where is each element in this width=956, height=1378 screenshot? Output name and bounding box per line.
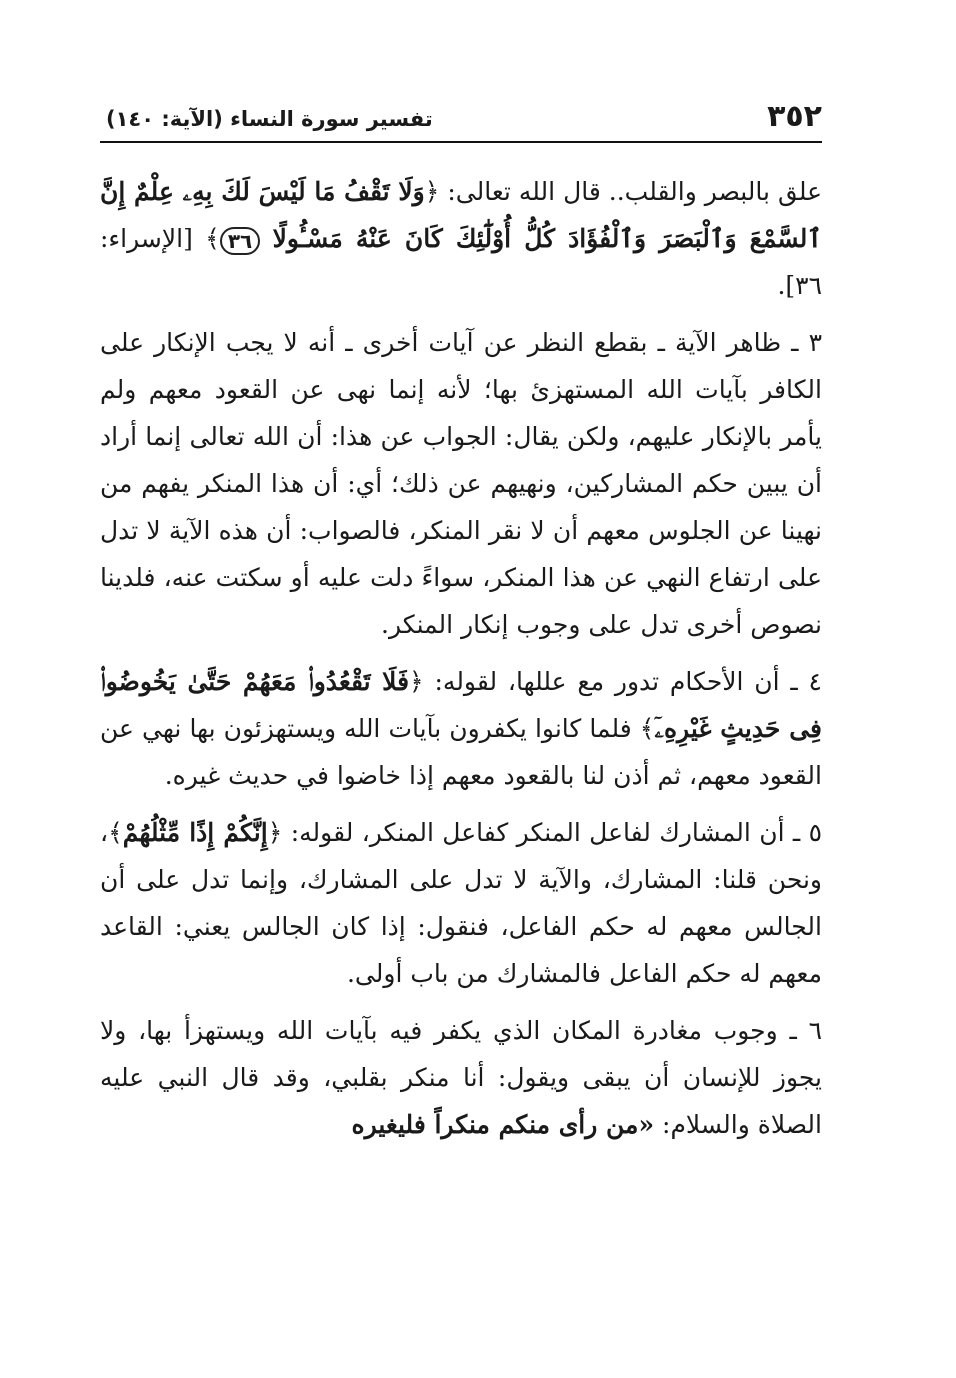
book-page xyxy=(100,0,822,1378)
quran-verse: إِنَّكُمْ إِذًا مِّثْلُهُمْ xyxy=(122,818,268,847)
paragraph-4-text: ٥ ـ أن المشارك لفاعل المنكر كفاعل المنكر، لقوله: xyxy=(282,818,822,847)
paragraph-4 xyxy=(100,809,822,997)
paragraph-3-text: ٤ ـ أن الأحكام تدور مع عللها، لقوله: xyxy=(423,667,822,696)
verse-citation: [الإسراء: ٣٦]. xyxy=(100,224,822,300)
quran-open-bracket: ﴿ xyxy=(424,177,440,206)
header-rule xyxy=(100,141,822,143)
page-header xyxy=(100,92,822,140)
paragraph-1-text: علق بالبصر والقلب.. قال الله تعالى: xyxy=(439,177,823,206)
quran-verse: وَلَا تَقْفُ مَا لَيْسَ لَكَ بِهِۦ عِلْمٌ إِنَّ ٱلسَّمْعَ وَٱلْبَصَرَ وَٱلْفُؤَادَ كُلُّ أُوْلَٰٓئِكَ كَانَ عَنْهُ مَسْـُٔولًا xyxy=(100,177,822,253)
ayah-number-marker: ٣٦ xyxy=(220,227,260,255)
page-body xyxy=(100,168,822,1158)
quran-open-bracket: ﴿ xyxy=(409,667,424,696)
page-number: ٣٥٢ xyxy=(767,99,822,134)
quran-close-bracket: ﴾ xyxy=(108,818,123,847)
paragraph-4-continuation: ، ونحن قلنا: المشارك، والآية لا تدل على المشارك، وإنما تدل على أن الجالس معهم له حكم الفاعل، فنقول: إذا كان الجالس يعني: القاعد معهم له حكم الفاعل فالمشارك من باب أولى. xyxy=(100,818,822,988)
quran-close-bracket: ﴾ xyxy=(639,714,655,743)
hadith-quote: «من رأى منكم منكراً فليغيره xyxy=(351,1110,655,1139)
paragraph-2: ٣ ـ ظاهر الآية ـ بقطع النظر عن آيات أخرى ـ أنه لا يجب الإنكار على الكافر بآيات الله المستهزئ بها؛ لأنه إنما نهى عن القعود معهم ولم يأمر بالإنكار عليهم، ولكن يقال: الجواب عن هذا: أن الله تعالى إنما أراد أن يبين حكم المشاركين، ونهيهم عن ذلك؛ أي: أن هذا المنكر يفهم من نهينا عن الجلوس معهم أن لا نقر المنكر، فالصواب: أن هذه الآية لا تدل على ارتفاع النهي عن هذا المنكر، سواءً دلت عليه أو سكتت عنه، فلدينا نصوص أخرى تدل على وجوب إنكار المنكر. xyxy=(100,328,822,639)
paragraph-3 xyxy=(100,658,822,799)
running-title: تفسير سورة النساء (الآية: ١٤٠) xyxy=(106,107,433,131)
paragraph-3-continuation: فلما كانوا يكفرون بآيات الله ويستهزئون بها نهي عن القعود معهم، ثم أذن لنا بالقعود معهم إذا خاضوا في حديث غيره. xyxy=(100,714,822,790)
quran-open-bracket: ﴿ xyxy=(267,818,283,847)
quran-close-bracket: ﴾ xyxy=(205,224,220,253)
paragraph-1 xyxy=(100,168,822,309)
paragraph-5 xyxy=(100,1007,822,1148)
paragraph-5-text: ٦ ـ وجوب مغادرة المكان الذي يكفر فيه بآيات الله ويستهزأ بها، ولا يجوز للإنسان أن يبقى ويقول: أنا منكر بقلبي، وقد قال النبي عليه الصلاة والسلام: xyxy=(100,1016,822,1139)
quran-verse: فَلَا تَقْعُدُوا۟ مَعَهُمْ حَتَّىٰ يَخُوضُوا۟ فِى حَدِيثٍ غَيْرِهِۦٓ xyxy=(100,667,823,743)
